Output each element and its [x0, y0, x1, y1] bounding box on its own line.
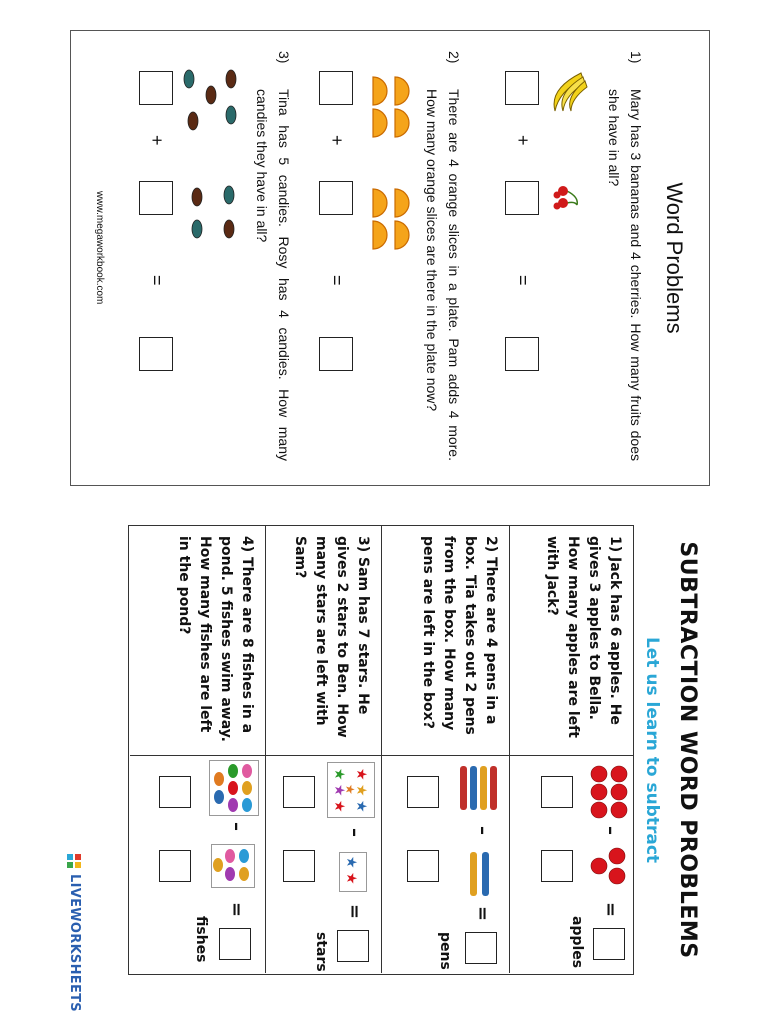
stars-image — [339, 852, 367, 892]
apples-image — [589, 846, 629, 890]
answer-box-4c[interactable] — [219, 928, 251, 960]
answer-box-2b[interactable] — [319, 181, 353, 215]
question-text: 1) Jack has 6 apples. He gives 3 apples to Bella. How many apples are left with Jack? — [510, 526, 633, 756]
question-number: 3) — [276, 51, 292, 64]
stars-image — [327, 762, 375, 818]
orange-slices-image — [371, 75, 415, 139]
answer-box-2a[interactable] — [319, 71, 353, 105]
answer-cell — [266, 756, 381, 973]
answer-box-2c[interactable] — [465, 932, 497, 964]
svg-text:★: ★ — [353, 768, 369, 781]
question-text: 4) There are 8 fishes in a pond. 5 fishes swim away. How many fishes are left in the pond? — [130, 526, 265, 756]
answer-box-3a[interactable] — [283, 776, 315, 808]
unit-label: pens — [437, 932, 453, 970]
answer-box-1b[interactable] — [541, 850, 573, 882]
fishes-image — [211, 844, 255, 888]
table-row — [265, 526, 381, 973]
cherries-image — [553, 183, 581, 213]
equals-sign: = — [513, 275, 533, 286]
plus-sign: + — [327, 135, 347, 146]
question-3 — [251, 51, 295, 461]
pens-image — [465, 850, 491, 902]
question-text: Tina has 5 candies. Rosy has 4 candies. How many candies they have in all? — [254, 89, 292, 461]
answer-cell — [510, 756, 633, 973]
svg-text:★: ★ — [343, 856, 359, 869]
pens-image — [455, 764, 499, 820]
equals-sign: = — [226, 902, 247, 918]
answer-box-3c[interactable] — [139, 337, 173, 371]
bananas-image — [549, 69, 589, 113]
table-row — [381, 526, 509, 973]
unit-label: apples — [569, 916, 585, 969]
answer-box-3a[interactable] — [139, 71, 173, 105]
worksheet-subtitle: Let us learn to subtract — [642, 636, 662, 864]
apples-image — [587, 764, 631, 824]
svg-text:★: ★ — [331, 784, 347, 797]
question-text: 2) There are 4 pens in a box. Tia takes out 2 pens from the box. How many pens are left in the box? — [382, 526, 509, 756]
candies-image — [177, 65, 241, 141]
question-1 — [603, 51, 647, 461]
subtraction-worksheet — [120, 515, 700, 985]
answer-box-2c[interactable] — [319, 337, 353, 371]
question-text: There are 4 orange slices in a plate. Pam adds 4 more. How many orange slices are there in the plate now? — [424, 89, 462, 461]
svg-text:★: ★ — [343, 784, 357, 795]
answer-box-3b[interactable] — [139, 181, 173, 215]
minus-sign: – — [600, 826, 621, 835]
unit-label: fishes — [193, 916, 209, 963]
answer-box-2b[interactable] — [407, 850, 439, 882]
answer-cell — [130, 756, 265, 973]
problems-table — [128, 525, 634, 975]
answer-box-2a[interactable] — [407, 776, 439, 808]
svg-text:★: ★ — [353, 784, 369, 797]
question-2 — [421, 51, 465, 461]
minus-sign: – — [472, 826, 493, 835]
worksheet-title: Word Problems — [662, 182, 687, 334]
question-text: Mary has 3 bananas and 4 cherries. How many fruits does she have in all? — [606, 89, 644, 461]
answer-box-1c[interactable] — [505, 337, 539, 371]
plus-sign: + — [513, 135, 533, 146]
answer-box-3b[interactable] — [283, 850, 315, 882]
plus-sign: + — [147, 135, 167, 146]
answer-box-4a[interactable] — [159, 776, 191, 808]
answer-box-1a[interactable] — [505, 71, 539, 105]
question-text: 3) Sam has 7 stars. He gives 2 stars to Ben. How many stars are left with Sam? — [266, 526, 381, 756]
minus-sign: – — [226, 822, 247, 831]
svg-text:★: ★ — [331, 768, 347, 781]
candies-image — [181, 181, 241, 247]
orange-slices-image — [371, 187, 415, 251]
brand-label: LIVEWORKSHEETS — [67, 874, 82, 1012]
liveworksheets-brand — [52, 854, 82, 1012]
answer-box-1a[interactable] — [541, 776, 573, 808]
equals-sign: = — [600, 902, 621, 918]
equals-sign: = — [344, 904, 365, 920]
minus-sign: – — [344, 828, 365, 837]
question-number: 2) — [446, 51, 462, 64]
equals-sign: = — [147, 275, 167, 286]
svg-text:★: ★ — [331, 800, 347, 813]
svg-text:★: ★ — [353, 800, 369, 813]
answer-cell — [382, 756, 509, 973]
question-number: 1) — [628, 51, 644, 64]
equals-sign: = — [327, 275, 347, 286]
table-row — [130, 526, 265, 973]
answer-box-1b[interactable] — [505, 181, 539, 215]
table-row — [509, 526, 633, 973]
answer-box-3c[interactable] — [337, 930, 369, 962]
answer-box-1c[interactable] — [593, 928, 625, 960]
answer-box-4b[interactable] — [159, 850, 191, 882]
footer-url: www.megaworkbook.com — [94, 191, 105, 305]
addition-worksheet — [70, 30, 710, 486]
unit-label: stars — [313, 932, 329, 972]
worksheet-title: SUBTRACTION WORD PROBLEMS — [675, 541, 700, 959]
fishes-image — [209, 760, 259, 816]
equals-sign: = — [472, 906, 493, 922]
svg-text:★: ★ — [343, 872, 359, 885]
liveworksheets-logo-icon — [67, 854, 81, 868]
